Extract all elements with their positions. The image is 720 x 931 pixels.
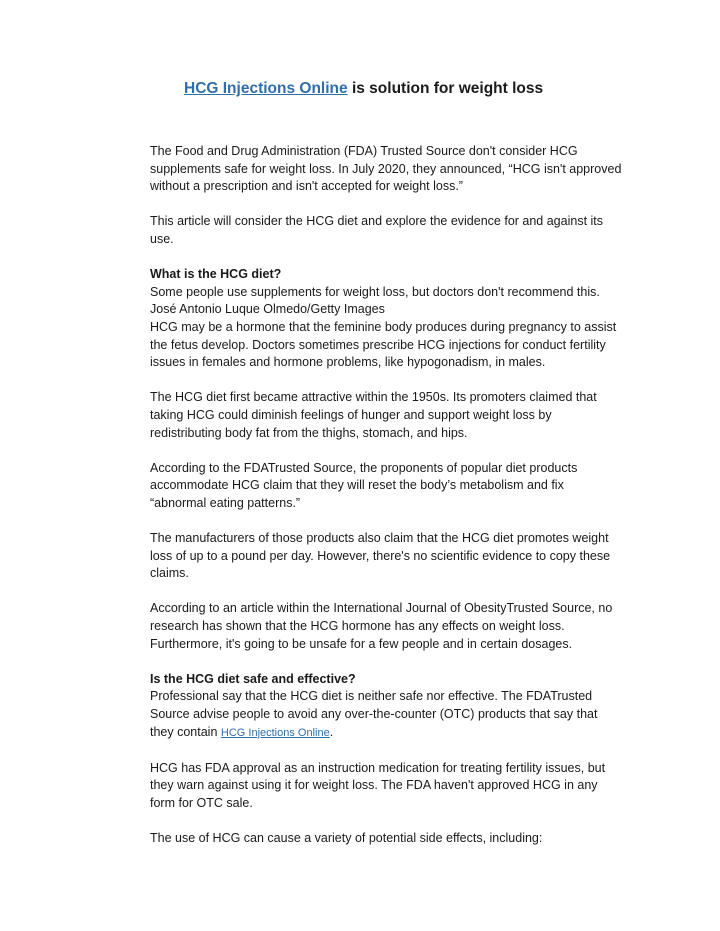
text-line: form for OTC sale. bbox=[150, 795, 253, 810]
text-line: According to an article within the International Journal of ObesityTrusted Source, no bbox=[150, 601, 613, 616]
paragraph bbox=[150, 213, 620, 248]
section-heading: Is the HCG diet safe and effective? bbox=[150, 671, 356, 686]
text-line: without a prescription and isn't accepted for weight loss.” bbox=[150, 179, 463, 194]
paragraph bbox=[150, 530, 620, 583]
text-line: “abnormal eating patterns.” bbox=[150, 495, 301, 510]
text-line: research has shown that the HCG hormone has any effects on weight loss. bbox=[150, 619, 565, 634]
paragraph bbox=[150, 266, 620, 372]
text-line: The HCG diet first became attractive within the 1950s. Its promoters claimed that bbox=[150, 390, 597, 405]
text-line: HCG may be a hormone that the feminine body produces during pregnancy to assist bbox=[150, 319, 617, 334]
text-line: José Antonio Luque Olmedo/Getty Images bbox=[150, 302, 385, 317]
paragraph bbox=[150, 143, 620, 196]
text-line: The manufacturers of those products also claim that the HCG diet promotes weight bbox=[150, 531, 609, 546]
text-line: accommodate HCG claim that they will reset the body’s metabolism and fix bbox=[150, 478, 564, 493]
text-line: The use of HCG can cause a variety of potential side effects, including: bbox=[150, 831, 543, 846]
text-line: they warn against using it for weight loss. The FDA haven't approved HCG in any bbox=[150, 778, 598, 793]
paragraph bbox=[150, 671, 620, 742]
text-line: claims. bbox=[150, 566, 189, 581]
text-line: Furthermore, it's going to be unsafe for a few people and in certain dosages. bbox=[150, 636, 573, 651]
title-link[interactable]: HCG Injections Online bbox=[184, 80, 348, 97]
text-line: redistributing body fat from the thighs, stomach, and hips. bbox=[150, 425, 468, 440]
text-line: supplements safe for weight loss. In July 2020, they announced, “HCG isn't approved bbox=[150, 161, 622, 176]
text-line: issues in females and hormone problems, like hypogonadism, in males. bbox=[150, 355, 546, 370]
text-line: HCG has FDA approval as an instruction medication for treating fertility issues, but bbox=[150, 760, 606, 775]
article-body bbox=[150, 143, 620, 865]
text-line: Some people use supplements for weight loss, but doctors don't recommend this. bbox=[150, 284, 600, 299]
text-line: loss of up to a pound per day. However, there's no scientific evidence to copy these bbox=[150, 548, 611, 563]
paragraph bbox=[150, 460, 620, 513]
text-line: use. bbox=[150, 231, 174, 246]
text-line: Source advise people to avoid any over-the-counter (OTC) products that say that bbox=[150, 707, 598, 721]
text-line-with-link bbox=[150, 724, 620, 743]
link-suffix: . bbox=[329, 724, 334, 739]
text-line: taking HCG could diminish feelings of hunger and support weight loss by bbox=[150, 407, 552, 422]
paragraph bbox=[150, 760, 620, 813]
page-title bbox=[184, 80, 543, 98]
text-line: Professional say that the HCG diet is neither safe nor effective. The FDATrusted bbox=[150, 689, 593, 704]
inline-link[interactable]: HCG Injections Online bbox=[220, 726, 330, 739]
link-prefix: they contain bbox=[150, 724, 221, 739]
paragraph bbox=[150, 600, 620, 653]
paragraph bbox=[150, 389, 620, 442]
text-line: This article will consider the HCG diet and explore the evidence for and against its bbox=[150, 214, 604, 229]
text-line: the fetus develop. Doctors sometimes prescribe HCG injections for conduct fertility bbox=[150, 337, 606, 352]
title-text: is solution for weight loss bbox=[347, 80, 544, 97]
paragraph bbox=[150, 830, 620, 848]
section-heading: What is the HCG diet? bbox=[150, 267, 282, 282]
text-line: The Food and Drug Administration (FDA) Trusted Source don't consider HCG bbox=[150, 144, 578, 158]
text-line: According to the FDATrusted Source, the proponents of popular diet products bbox=[150, 460, 578, 475]
